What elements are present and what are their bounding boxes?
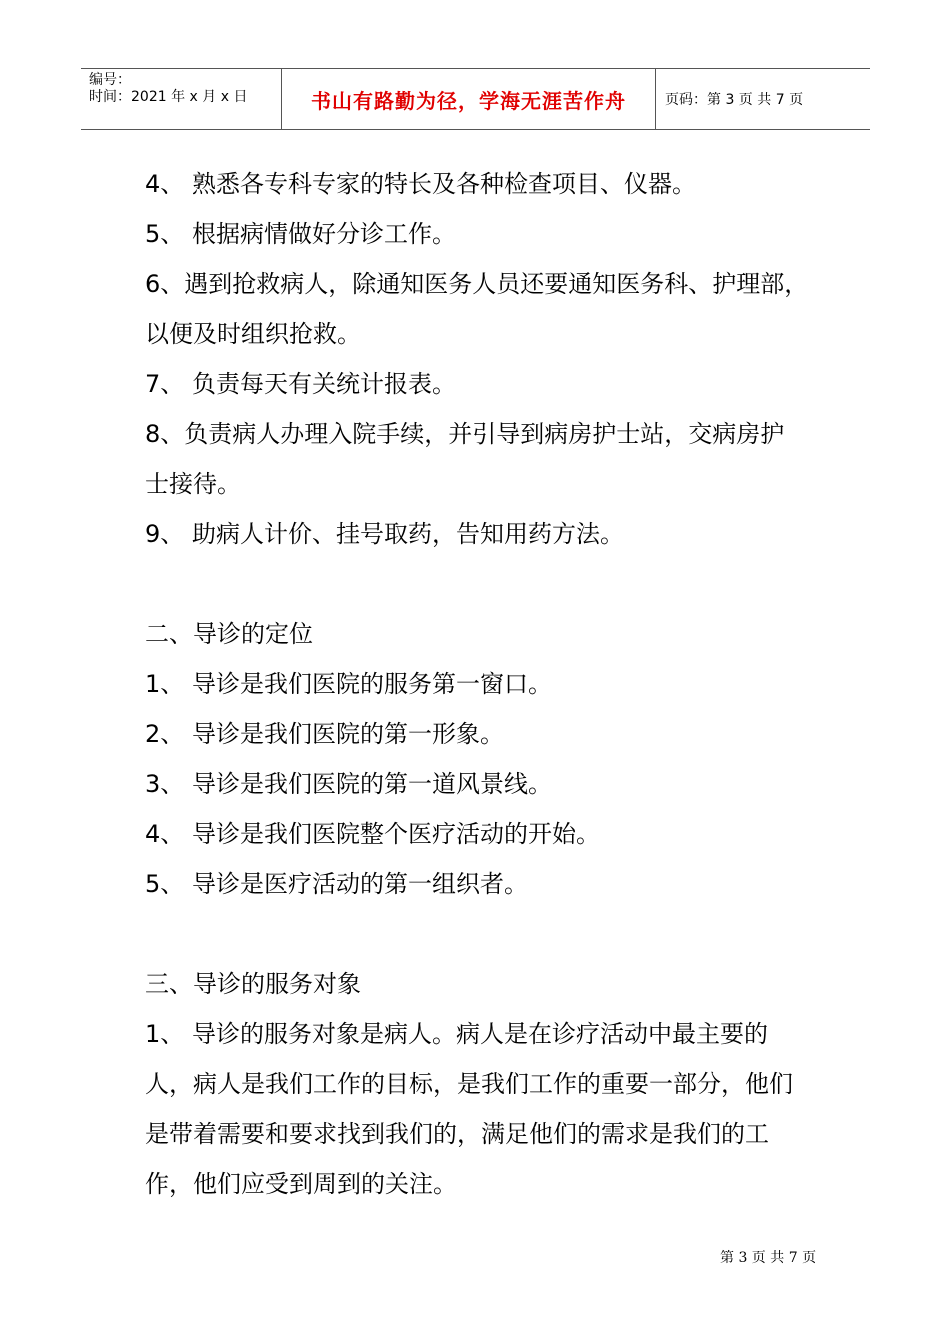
list-item-continuation: 士接待。 bbox=[145, 470, 241, 498]
list-item-continuation: 作，他们应受到周到的关注。 bbox=[145, 1170, 457, 1198]
document-number-label: 编号： bbox=[89, 72, 131, 88]
page-header bbox=[81, 68, 870, 130]
header-meta bbox=[81, 69, 282, 129]
list-item: 6、遇到抢救病人，除通知医务人员还要通知医务科、护理部， bbox=[145, 270, 809, 298]
list-item: 3、 导诊是我们医院的第一道风景线。 bbox=[145, 770, 552, 798]
document-time-label: 时间：2021 年 x 月 x 日 bbox=[89, 89, 248, 105]
section-heading: 三、导诊的服务对象 bbox=[145, 970, 361, 998]
list-item: 4、 导诊是我们医院整个医疗活动的开始。 bbox=[145, 820, 600, 848]
list-item: 5、 根据病情做好分诊工作。 bbox=[145, 220, 456, 248]
list-item-continuation: 是带着需要和要求找到我们的，满足他们的需求是我们的工 bbox=[145, 1120, 769, 1148]
list-item-continuation: 人，病人是我们工作的目标，是我们工作的重要一部分，他们 bbox=[145, 1070, 793, 1098]
list-item: 1、 导诊的服务对象是病人。病人是在诊疗活动中最主要的 bbox=[145, 1020, 768, 1048]
section-heading: 二、导诊的定位 bbox=[145, 620, 313, 648]
list-item: 2、 导诊是我们医院的第一形象。 bbox=[145, 720, 504, 748]
list-item: 1、 导诊是我们医院的服务第一窗口。 bbox=[145, 670, 552, 698]
list-item: 9、 助病人计价、挂号取药，告知用药方法。 bbox=[145, 520, 624, 548]
header-page-number: 页码：第 3 页 共 7 页 bbox=[665, 92, 804, 108]
list-item: 7、 负责每天有关统计报表。 bbox=[145, 370, 456, 398]
list-item: 5、 导诊是医疗活动的第一组织者。 bbox=[145, 870, 528, 898]
list-item: 4、 熟悉各专科专家的特长及各种检查项目、仪器。 bbox=[145, 170, 696, 198]
document-body bbox=[145, 159, 825, 1209]
page-footer: 第 3 页 共 7 页 bbox=[720, 1250, 817, 1266]
list-item: 8、负责病人办理入院手续，并引导到病房护士站，交病房护 bbox=[145, 420, 785, 448]
header-motto: 书山有路勤为径，学海无涯苦作舟 bbox=[282, 69, 656, 129]
list-item-continuation: 以便及时组织抢救。 bbox=[145, 320, 361, 348]
